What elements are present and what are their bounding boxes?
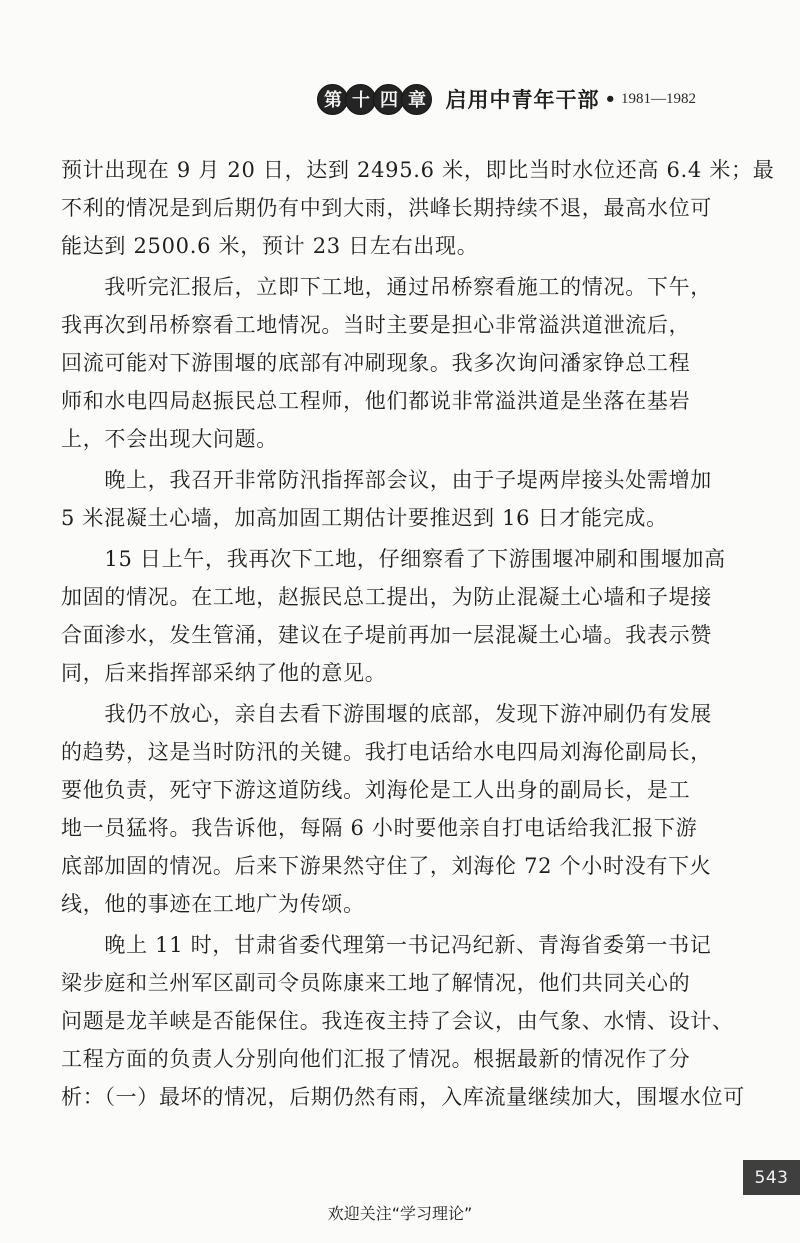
body-text xyxy=(61,151,775,1116)
text-line: 15 日上午，我再次下工地，仔细察看了下游围堰冲刷和围堰加高 xyxy=(61,547,726,571)
text-line: 底部加固的情况。后来下游果然守住了，刘海伦 72 个小时没有下火 xyxy=(61,854,712,878)
text-line: 地一员猛将。我告诉他，每隔 6 小时要他亲自打电话给我汇报下游 xyxy=(61,816,698,840)
text-line: 合面渗水，发生管涌，建议在子堤前再加一层混凝土心墙。我表示赞 xyxy=(61,623,712,647)
text-line: 梁步庭和兰州军区副司令员陈康来工地了解情况，他们共同关心的 xyxy=(61,971,691,995)
footer-note: 欢迎关注“学习理论” xyxy=(327,1204,473,1223)
text-line: 预计出现在 9 月 20 日，达到 2495.6 米，即比当时水位还高 6.4 米；最 xyxy=(61,158,775,182)
text-line: 晚上 11 时，甘肃省委代理第一书记冯纪新、青海省委第一书记 xyxy=(61,933,712,957)
text-line: 要他负责，死守下游这道防线。刘海伦是工人出身的副局长，是工 xyxy=(61,778,691,802)
text-line: 同，后来指挥部采纳了他的意见。 xyxy=(61,661,387,685)
text-line: 问题是龙羊峡是否能保住。我连夜主持了会议，由气象、水情、设计、 xyxy=(61,1009,734,1033)
page-number: 543 xyxy=(743,1160,800,1195)
header-separator: • xyxy=(604,88,616,110)
text-line: 工程方面的负责人分别向他们汇报了情况。根据最新的情况作了分 xyxy=(61,1047,691,1071)
chapter-badge: 章 xyxy=(401,84,432,115)
text-line: 加固的情况。在工地，赵振民总工提出，为防止混凝土心墙和子堤接 xyxy=(61,585,712,609)
chapter-badge: 十 xyxy=(345,84,376,115)
text-line: 我听完汇报后，立即下工地，通过吊桥察看施工的情况。下午， xyxy=(61,275,712,299)
text-line: 不利的情况是到后期仍有中到大雨，洪峰长期持续不退，最高水位可 xyxy=(61,196,712,220)
text-line: 析：（一）最坏的情况，后期仍然有雨，入库流量继续加大，围堰水位可 xyxy=(61,1085,745,1109)
text-line: 回流可能对下游围堰的底部有冲刷现象。我多次询问潘家铮总工程 xyxy=(61,351,691,375)
text-line: 5 米混凝土心墙，加高加固工期估计要推迟到 16 日才能完成。 xyxy=(61,506,668,530)
text-line: 能达到 2500.6 米，预计 23 日左右出现。 xyxy=(61,234,479,258)
text-line: 上，不会出现大问题。 xyxy=(61,427,278,451)
chapter-title: 启用中青年干部 xyxy=(445,88,600,112)
text-line: 我再次到吊桥察看工地情况。当时主要是担心非常溢洪道泄流后， xyxy=(61,313,691,337)
chapter-badge-group xyxy=(317,84,429,115)
running-head xyxy=(317,82,696,116)
text-line: 晚上，我召开非常防汛指挥部会议，由于子堤两岸接头处需增加 xyxy=(61,468,712,492)
chapter-badge: 第 xyxy=(317,84,348,115)
chapter-years: 1981—1982 xyxy=(621,90,696,107)
text-line: 线，他的事迹在工地广为传颂。 xyxy=(61,892,365,916)
text-line: 我仍不放心，亲自去看下游围堰的底部，发现下游冲刷仍有发展 xyxy=(61,702,712,726)
text-line: 的趋势，这是当时防汛的关键。我打电话给水电四局刘海伦副局长， xyxy=(61,740,712,764)
text-line: 师和水电四局赵振民总工程师，他们都说非常溢洪道是坐落在基岩 xyxy=(61,389,691,413)
chapter-badge: 四 xyxy=(373,84,404,115)
